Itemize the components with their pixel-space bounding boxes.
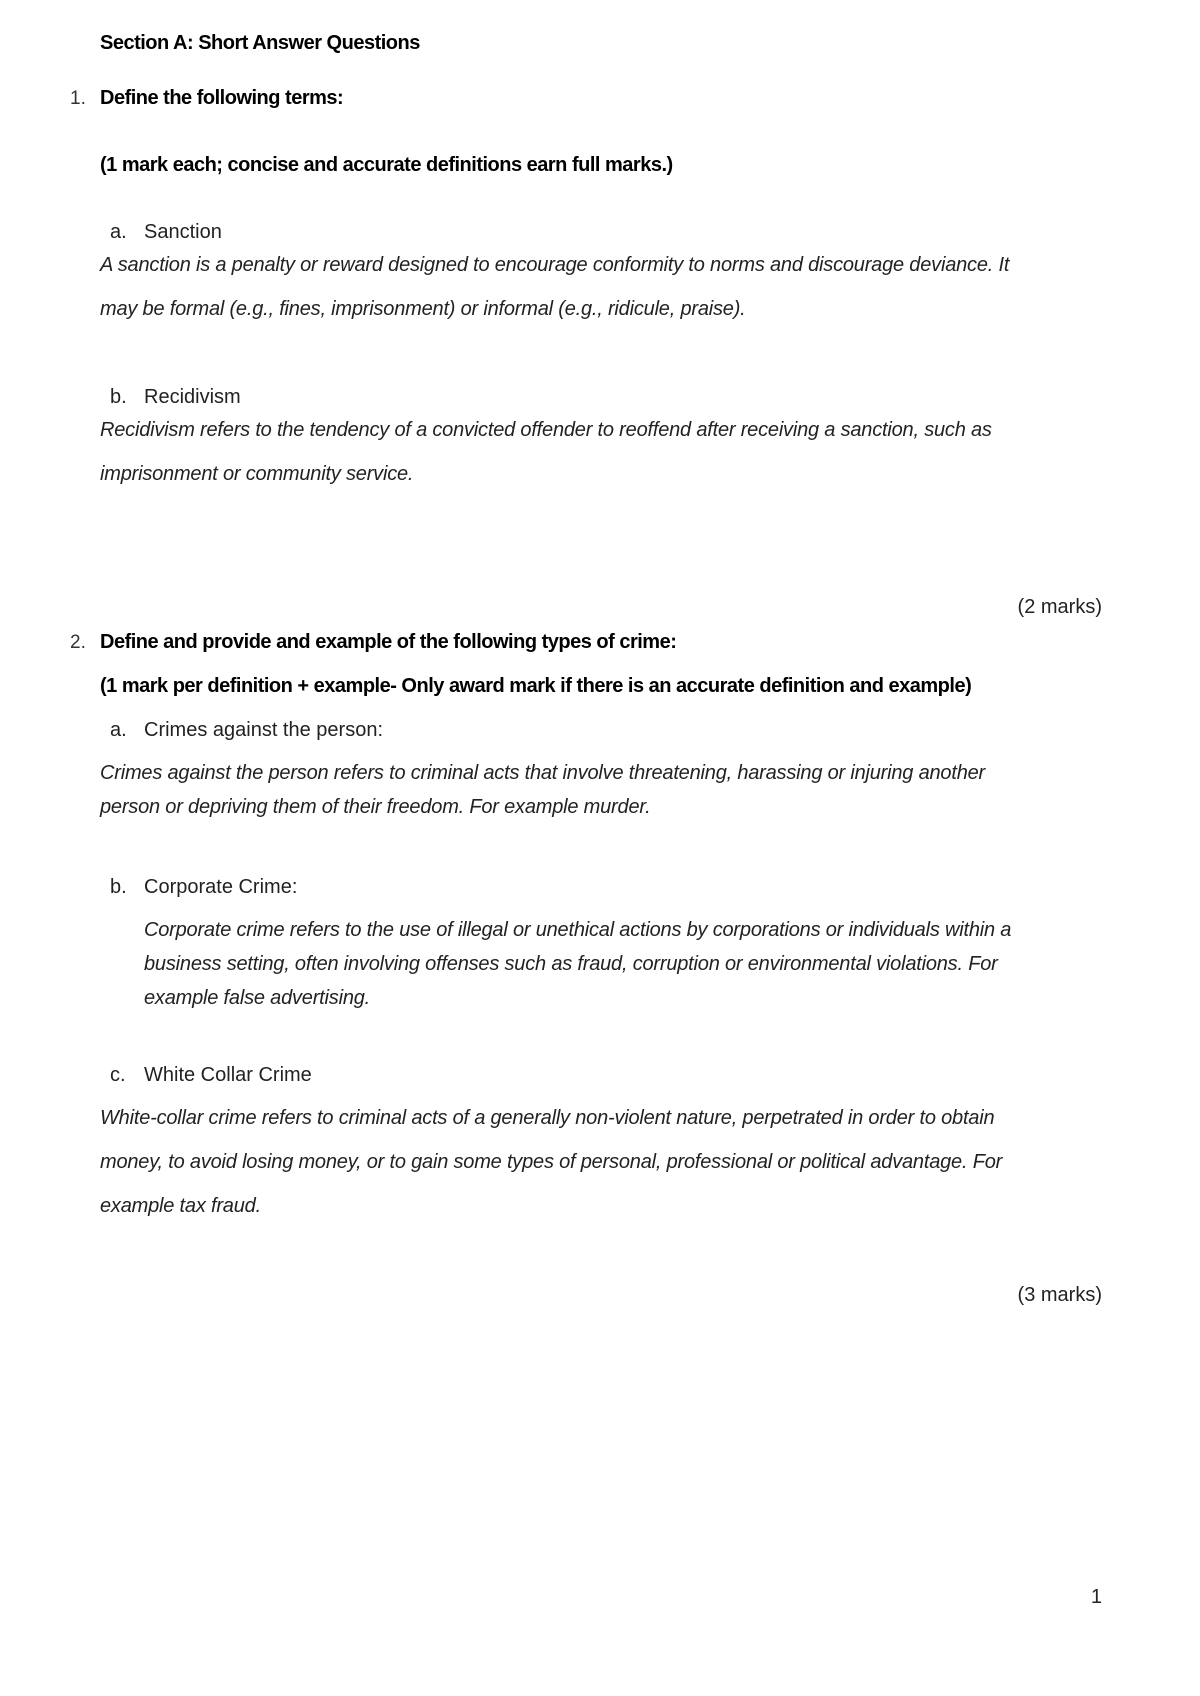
question-1-prompt: Define the following terms: xyxy=(100,87,344,109)
q1-item-b-letter: b. xyxy=(110,386,127,408)
question-1-number: 1. xyxy=(70,88,86,109)
q2-item-a-letter: a. xyxy=(110,719,127,741)
page-number: 1 xyxy=(1090,1586,1102,1608)
question-1-instruction: (1 mark each; concise and accurate definitions earn full marks.) xyxy=(100,154,673,176)
q2-item-a-answer-line: Crimes against the person refers to criminal acts that involve threatening, harassing or injuring another xyxy=(100,762,986,784)
q1-item-a-answer-line: may be formal (e.g., fines, imprisonment) or informal (e.g., ridicule, praise). xyxy=(100,298,746,320)
q1-item-b-answer-line: Recidivism refers to the tendency of a convicted offender to reoffend after receiving a sanction, such as xyxy=(100,419,992,441)
q2-item-b-term: Corporate Crime: xyxy=(144,876,298,898)
q2-item-c-answer-line: example tax fraud. xyxy=(100,1195,261,1217)
q1-item-b-term: Recidivism xyxy=(144,386,241,408)
question-2-number: 2. xyxy=(70,632,86,653)
q2-item-c-term: White Collar Crime xyxy=(144,1064,312,1086)
q1-item-b-answer-line: imprisonment or community service. xyxy=(100,463,414,485)
q2-item-b-letter: b. xyxy=(110,876,127,898)
q2-item-b-answer-line: business setting, often involving offenses such as fraud, corruption or environmental violations. For xyxy=(144,953,998,975)
q2-item-c-letter: c. xyxy=(110,1064,126,1086)
q1-item-a-term: Sanction xyxy=(144,221,222,243)
question-2-marks: (3 marks) xyxy=(1017,1284,1102,1306)
q2-item-a-term: Crimes against the person: xyxy=(144,719,384,741)
q2-item-c-answer-line: White-collar crime refers to criminal acts of a generally non-violent nature, perpetrated in order to obtain xyxy=(100,1107,995,1129)
section-title: Section A: Short Answer Questions xyxy=(100,32,420,54)
question-2-prompt: Define and provide and example of the following types of crime: xyxy=(100,631,677,653)
q1-item-a-answer-line: A sanction is a penalty or reward designed to encourage conformity to norms and discourage deviance. It xyxy=(100,254,1010,276)
q2-item-a-answer-line: person or depriving them of their freedom. For example murder. xyxy=(100,796,651,818)
q2-item-b-answer-line: Corporate crime refers to the use of illegal or unethical actions by corporations or individuals within a xyxy=(144,919,1012,941)
q2-item-c-answer-line: money, to avoid losing money, or to gain some types of personal, professional or political advantage. For xyxy=(100,1151,1003,1173)
q1-item-a-letter: a. xyxy=(110,221,127,243)
q2-item-b-answer-line: example false advertising. xyxy=(144,987,371,1009)
question-2-instruction: (1 mark per definition + example- Only award mark if there is an accurate definition and example) xyxy=(100,675,972,697)
question-1-marks: (2 marks) xyxy=(1017,596,1102,618)
